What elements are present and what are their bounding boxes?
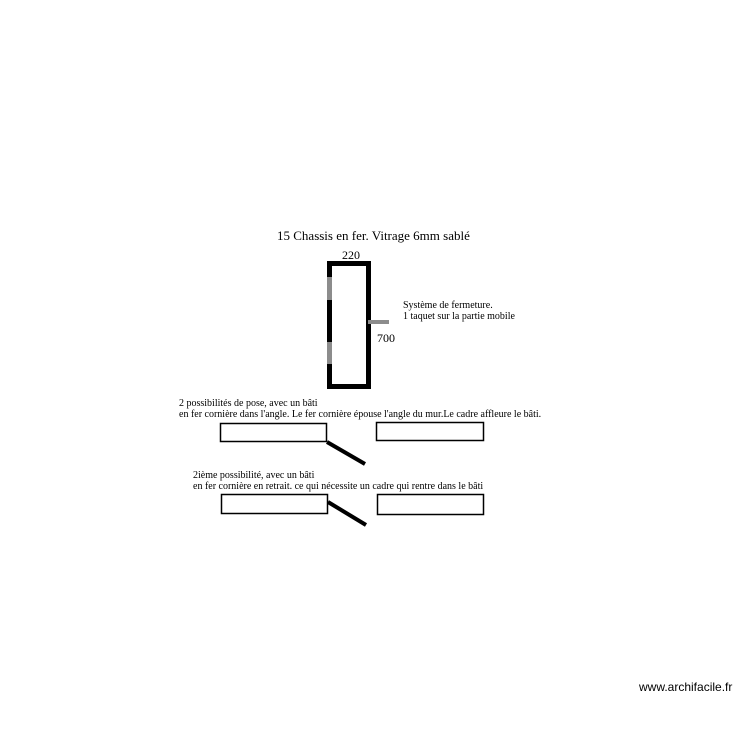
option1-note-line-1: 2 possibilités de pose, avec un bâti: [179, 398, 318, 409]
chassis-frame: [330, 264, 369, 387]
dimension-width: 220: [342, 248, 360, 262]
option1-wall-right: [377, 423, 484, 441]
dimension-height: 700: [377, 331, 395, 345]
option1-wall-left: [221, 424, 327, 442]
closure-note-line-1: Système de fermeture.: [403, 300, 493, 311]
drawing-title: 15 Chassis en fer. Vitrage 6mm sablé: [277, 228, 470, 243]
option2-wall-left: [222, 495, 328, 514]
watermark: www.archifacile.fr: [639, 680, 733, 694]
latch-icon: [368, 320, 389, 324]
option1-leaf: [327, 442, 365, 464]
closure-note-line-2: 1 taquet sur la partie mobile: [403, 311, 515, 322]
option1-note-line-2: en fer cornière dans l'angle. Le fer cornière épouse l'angle du mur.Le cadre affleure le bâti.: [179, 409, 542, 420]
hinge-icon: [327, 277, 332, 300]
option2-wall-right: [378, 495, 484, 515]
option2-note-line-2: en fer cornière en retrait. ce qui nécessite un cadre qui rentre dans le bâti: [193, 481, 484, 492]
hinge-icon: [327, 342, 332, 364]
option2-note-line-1: 2ième possibilité, avec un bâti: [193, 470, 315, 481]
option2-leaf: [328, 502, 366, 525]
